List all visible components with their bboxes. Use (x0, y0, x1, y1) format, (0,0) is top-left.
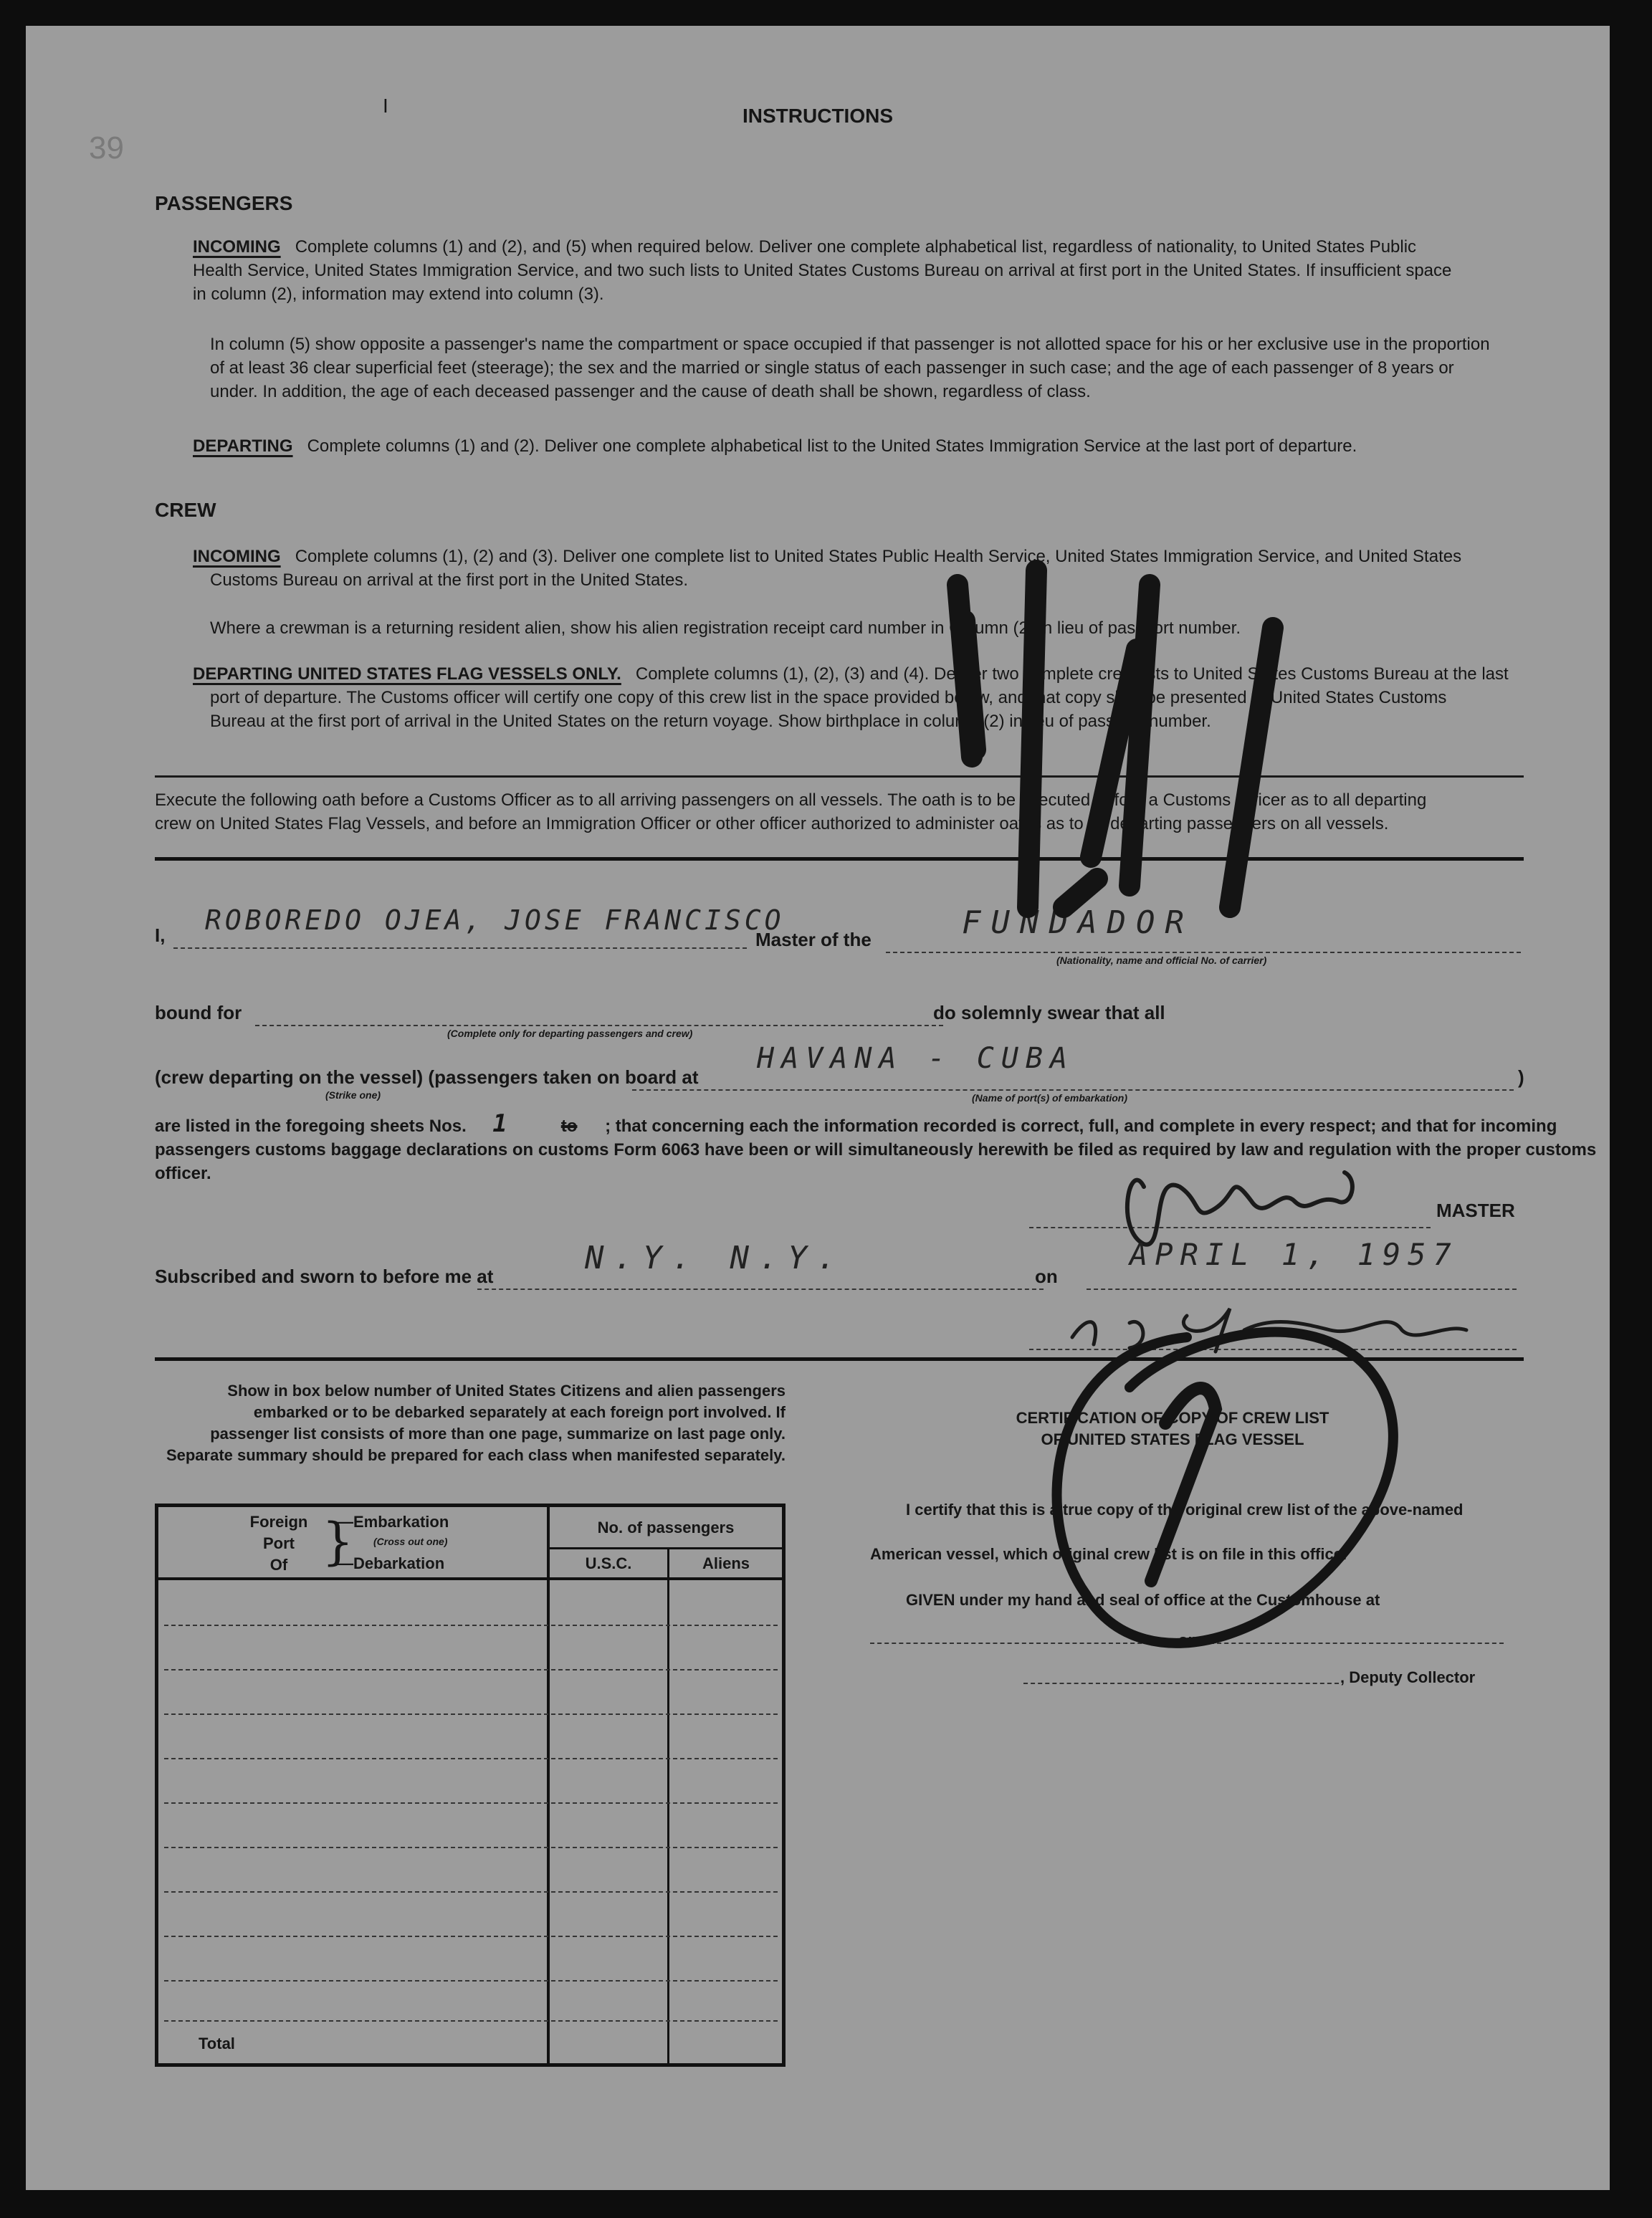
summary-intro (155, 1380, 786, 1466)
crew-incoming-label: INCOMING (193, 547, 281, 566)
sheets-text: officer. (155, 1164, 211, 1183)
oath-intro (155, 788, 1524, 836)
crew-departing (193, 662, 1526, 733)
sworn-place-line (477, 1289, 1044, 1290)
usc-header: U.S.C. (585, 1554, 632, 1572)
form-sheet (26, 26, 1610, 2190)
table-row (164, 2020, 778, 2022)
crew-departing-label: DEPARTING UNITED STATES FLAG VESSELS ONLY. (193, 664, 621, 684)
port-line (632, 1089, 1514, 1091)
cert-date-line (1210, 1643, 1504, 1644)
table-divider (550, 1547, 782, 1549)
on-label: on (1035, 1266, 1058, 1287)
table-row (164, 1802, 778, 1804)
passengers-departing (193, 434, 1357, 458)
cert-place-line (870, 1643, 1207, 1644)
deputy-collector-label: , Deputy Collector (1340, 1668, 1476, 1686)
crew-departing-text: Bureau at the first port of arrival in the United States on the return voyage. Show birthplace in column (2) in lieu of passport number. (210, 712, 1211, 731)
debarkation-label: —Debarkation (338, 1554, 445, 1572)
deputy-signature-line (1023, 1683, 1339, 1684)
col5-text: under. In addition, the age of each deceased passenger and the cause of death shall be shown, regardless of class. (210, 382, 1091, 401)
embarkation-label: —Embarkation (338, 1513, 449, 1531)
vessel-caption: (Nationality, name and official No. of carrier) (1056, 955, 1267, 966)
cert-text: American vessel, which original crew list is on file in this office. (870, 1545, 1347, 1563)
master-label: MASTER (1436, 1200, 1515, 1221)
col5-text: of at least 36 clear superficial feet (steerage); the sex and the married or single status of each passenger in such case; and the age of each passenger of 8 years or (210, 358, 1454, 378)
oath-intro-line: Execute the following oath before a Customs Officer as to all arriving passengers on all vessels. The oath is to be executed before a Customs Officer as to all departing (155, 790, 1427, 810)
sheets-text: ; that concerning each the information recorded is correct, full, and complete in every respect; and that for incoming (605, 1117, 1557, 1136)
table-row (164, 1758, 778, 1759)
sheets-to: to (560, 1117, 578, 1136)
departing-label: DEPARTING (193, 436, 293, 456)
subscribed-label: Subscribed and sworn to before me at (155, 1266, 494, 1287)
incoming-text: in column (2), information may extend into column (3). (193, 285, 604, 304)
incoming-label: INCOMING (193, 237, 281, 257)
sworn-date[interactable]: APRIL 1, 1957 (1130, 1237, 1458, 1272)
summary-intro-line: Separate summary should be prepared for each class when manifested separately. (166, 1446, 786, 1464)
sworn-place[interactable]: N.Y. N.Y. (585, 1240, 846, 1276)
departing-text: Complete columns (1) and (2). Deliver one complete alphabetical list to the United States Immigration Service at the last port of departure. (307, 436, 1357, 456)
vessel-line (886, 952, 1521, 953)
incoming-text: Health Service, United States Immigration Service, and two such lists to United States Customs Bureau on arrival at first port in the United States. If insufficient space (193, 261, 1452, 280)
table-row (164, 1625, 778, 1626)
col-of: Of (269, 1556, 288, 1574)
col-foreign: Foreign (249, 1513, 308, 1531)
col5-text: In column (5) show opposite a passenger's name the compartment or space occupied if that passenger is not allotted space for his or her exclusive use in the proportion (210, 335, 1490, 354)
vessel-name[interactable]: FUNDADOR (962, 904, 1194, 941)
crew-departing-text: port of departure. The Customs officer will certify one copy of this crew list in the space provided below, and that copy shall be presented to United States Customs (210, 688, 1447, 707)
cross-out-caption: (Cross out one) (373, 1536, 448, 1547)
cert-text: I certify that this is a true copy of the original crew list of the above-named (906, 1501, 1464, 1519)
crew-departing-label: (crew departing on the vessel) (passengers taken on board at (155, 1066, 699, 1088)
passengers-heading: PASSENGERS (155, 192, 293, 214)
col-port: Port (263, 1534, 295, 1552)
no-of-passengers-header: No. of passengers (597, 1519, 735, 1536)
oath-i-label: I, (155, 924, 166, 946)
passenger-summary-table (155, 1504, 786, 2067)
margin-mark: I (383, 95, 388, 117)
strike-caption: (Strike one) (325, 1089, 381, 1101)
cert-title-line: OF UNITED STATES FLAG VESSEL (1041, 1430, 1304, 1448)
summary-intro-line: Show in box below number of United States Citizens and alien passengers (227, 1382, 786, 1400)
divider (155, 857, 1524, 861)
crew-incoming (193, 545, 1526, 592)
summary-intro-line: embarked or to be debarked separately at each foreign port involved. If (253, 1403, 786, 1421)
master-name-line (173, 947, 747, 949)
table-row (164, 1713, 778, 1715)
divider (155, 1357, 1524, 1361)
divider (155, 775, 1524, 778)
table-row (164, 1847, 778, 1848)
port-caption: (Name of port(s) of embarkation) (972, 1092, 1128, 1104)
column-5-instructions (210, 333, 1526, 403)
bound-for-line (255, 1025, 943, 1026)
crew-incoming-text: Customs Bureau on arrival at the first port in the United States. (210, 570, 688, 590)
embarkation-port[interactable]: HAVANA - CUBA (757, 1042, 1075, 1075)
table-header-foreign-port (236, 1511, 322, 1576)
table-divider (158, 1577, 782, 1580)
oath-intro-line: crew on United States Flag Vessels, and before an Immigration Officer or other officer authorized to administer oaths as to all departing passengers on all vessels. (155, 814, 1389, 833)
sheets-text: passengers customs baggage declarations on customs Form 6063 have been or will simultaneously herewith be filed as required by law and regulation with the proper customs (155, 1140, 1597, 1160)
crew-departing-text: Complete columns (1), (2), (3) and (4). Deliver two complete crew lists to United States Customs Bureau at the last (635, 664, 1509, 684)
table-row (164, 1669, 778, 1670)
cert-given-text: GIVEN under my hand and seal of office at the Customhouse at (906, 1591, 1380, 1609)
incoming-text: Complete columns (1) and (2), and (5) when required below. Deliver one complete alphabetical list, regardless of nationality, to United States Public (295, 237, 1417, 257)
bound-for-label: bound for (155, 1002, 242, 1023)
sheets-from[interactable]: 1 (492, 1109, 507, 1138)
cert-title-line: CERTIFICATION OF COPY OF CREW LIST (1016, 1409, 1329, 1427)
total-label: Total (199, 2035, 235, 2052)
master-of-label: Master of the (755, 929, 872, 950)
table-row (164, 1936, 778, 1937)
certification-title (915, 1407, 1431, 1450)
bound-caption: (Complete only for departing passengers and crew) (447, 1028, 693, 1039)
summary-intro-line: passenger list consists of more than one page, summarize on last page only. (210, 1425, 786, 1443)
table-row (164, 1891, 778, 1893)
page-stamp: 39 (89, 130, 124, 166)
master-name[interactable]: ROBOREDO OJEA, JOSE FRANCISCO (205, 904, 785, 936)
close-paren: ) (1518, 1066, 1524, 1088)
resident-alien-text: Where a crewman is a returning resident alien, show his alien registration receipt card number in Column (2) in lieu of passport number. (210, 618, 1241, 638)
page-title: INSTRUCTIONS (743, 105, 893, 127)
brace: } (322, 1512, 354, 1571)
cert-on-label: on (1178, 1631, 1198, 1649)
passengers-incoming (193, 235, 1526, 306)
swear-label: do solemnly swear that all (933, 1002, 1165, 1023)
aliens-header: Aliens (702, 1554, 750, 1572)
officer-signature (1044, 1287, 1488, 1359)
crew-heading: CREW (155, 499, 216, 521)
table-row (164, 1980, 778, 1982)
sheets-label: are listed in the foregoing sheets Nos. (155, 1117, 467, 1136)
crew-incoming-text: Complete columns (1), (2) and (3). Deliver one complete list to United States Public Health Service, United States Immigration Service, and United States (295, 547, 1462, 566)
